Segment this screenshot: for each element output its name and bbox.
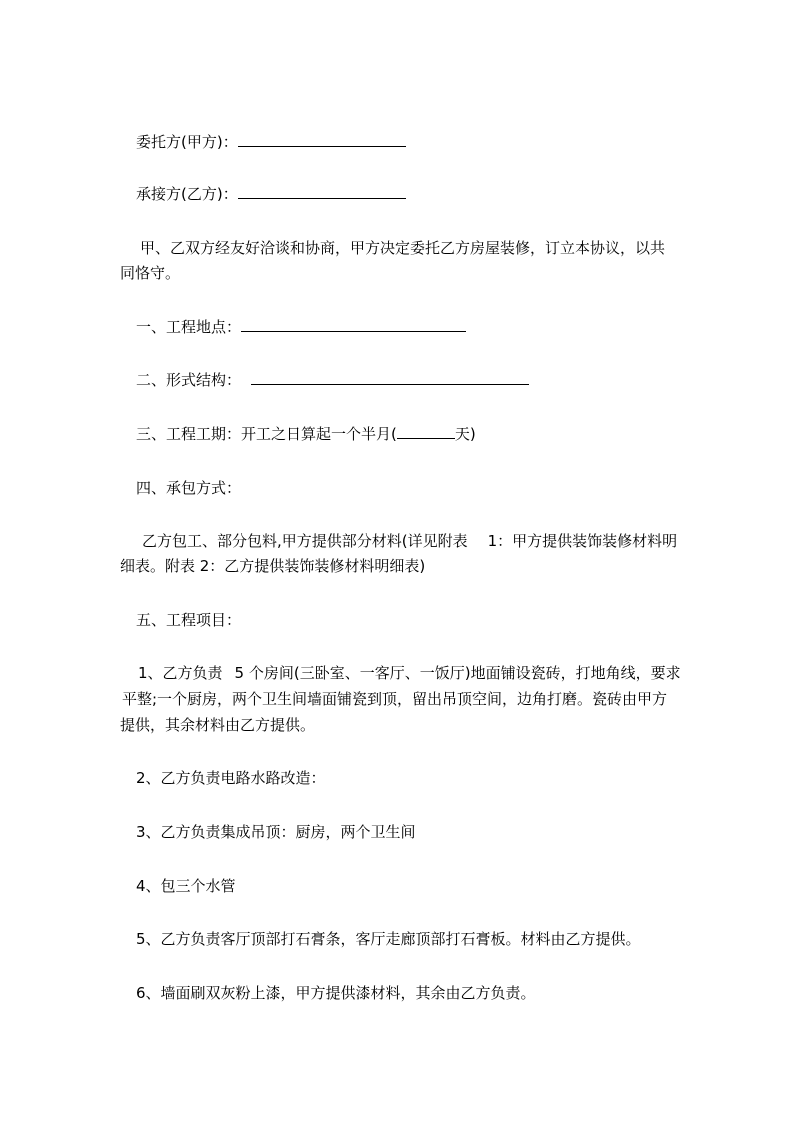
section-4-line-2: 细表。附表 2：乙方提供装饰装修材料明细表) [120, 557, 426, 575]
section-4-line-1 [142, 531, 677, 551]
item-4: 4、包三个水管 [136, 877, 236, 895]
site-address-blank [241, 317, 466, 332]
contractor-label: 承接方(乙方)： [136, 185, 238, 203]
client-label: 委托方(甲方)： [136, 133, 238, 151]
section-3-suffix: 天) [454, 425, 476, 443]
section-3-prefix: 三、工程工期：开工之日算起一个半月( [136, 425, 397, 443]
item-3: 3、乙方负责集成吊顶：厨房，两个卫生间 [136, 823, 416, 841]
section-2-line [136, 370, 529, 390]
item-1-line-3: 提供，其余材料由乙方提供。 [120, 716, 316, 734]
client-line [136, 132, 406, 152]
contractor-line [136, 184, 406, 204]
section-4-line-1a: 乙方包工、部分包料,甲方提供部分材料(详见附表 [142, 532, 468, 550]
client-blank [238, 132, 406, 147]
section-1-label: 一、工程地点： [136, 318, 242, 336]
section-3-line [136, 424, 476, 444]
item-5: 5、乙方负责客厅顶部打石膏条，客厅走廊顶部打石膏板。材料由乙方提供。 [136, 930, 641, 948]
section-2-label: 二、形式结构： [136, 371, 242, 389]
structure-blank [251, 370, 529, 385]
item-1-line-2: 平整;一个厨房，两个卫生间墙面铺瓷到顶，留出吊顶空间，边角打磨。瓷砖由甲方 [122, 690, 668, 708]
item-2: 2、乙方负责电路水路改造： [136, 769, 326, 787]
intro-line-1: 甲、乙双方经友好洽谈和协商，甲方决定委托乙方房屋装修，订立本协议，以共 [140, 239, 666, 257]
section-1-line [136, 317, 466, 337]
section-5-heading: 五、工程项目： [136, 611, 242, 629]
item-1-line-1b: 5 个房间(三卧室、一客厅、一饭厅)地面铺设瓷砖，打地角线，要求 [234, 664, 681, 682]
item-1-line-1a: 1、乙方负责 [138, 664, 223, 682]
contractor-blank [238, 184, 406, 199]
intro-line-2: 同恪守。 [120, 264, 181, 282]
days-blank [397, 424, 455, 439]
section-4-heading: 四、承包方式： [136, 479, 242, 497]
item-6: 6、墙面刷双灰粉上漆，甲方提供漆材料，其余由乙方负责。 [136, 984, 536, 1002]
section-4-line-1b: 1：甲方提供装饰装修材料明 [487, 532, 678, 550]
item-1-line-1 [138, 663, 681, 683]
